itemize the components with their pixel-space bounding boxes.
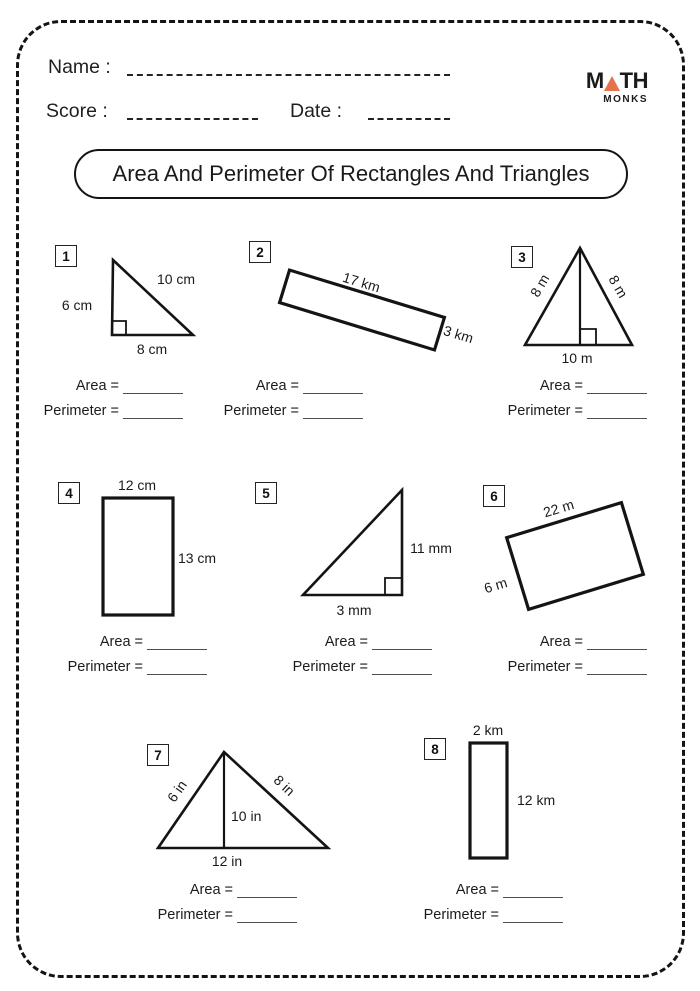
logo-bottom-row: MONKS — [603, 94, 648, 105]
problem-4-answers — [64, 634, 207, 684]
area-answer-blank — [587, 637, 647, 650]
area-answer-blank — [147, 637, 207, 650]
logo-top-row — [576, 70, 648, 92]
side-label-top: 2 km — [472, 722, 504, 738]
problem-8-number-badge: 8 — [424, 738, 446, 760]
area-answer-blank — [123, 381, 183, 394]
problem-6-answers — [504, 634, 647, 684]
area-answer-blank — [503, 885, 563, 898]
area-row — [289, 634, 432, 650]
altitude-label: 10 in — [231, 808, 262, 824]
right-angle-marker-icon — [580, 329, 596, 345]
area-row — [420, 882, 563, 898]
rectangle-outline — [103, 498, 173, 615]
date-label: Date : — [290, 100, 343, 122]
right-angle-marker-icon — [385, 578, 402, 595]
side-label-top: 12 cm — [117, 477, 157, 493]
side-label-right: 13 cm — [177, 550, 217, 566]
problem-4-number-badge: 4 — [58, 482, 80, 504]
perimeter-answer-blank — [123, 406, 183, 419]
side-label-bottom: 8 cm — [136, 341, 168, 357]
perimeter-label: Perimeter = — [43, 403, 119, 419]
perimeter-answer-blank — [303, 406, 363, 419]
problem-8-shape — [410, 718, 630, 868]
perimeter-label: Perimeter = — [67, 659, 143, 675]
side-label-right: 8 m — [605, 272, 632, 301]
perimeter-row — [504, 403, 647, 419]
side-label-left: 8 m — [526, 271, 553, 300]
problem-1-shape — [40, 240, 240, 380]
date-blank-line — [368, 118, 450, 120]
area-row — [64, 634, 207, 650]
area-label: Area = — [539, 378, 583, 394]
score-blank-line — [127, 118, 258, 120]
logo-letter-m: M — [585, 68, 604, 93]
name-label: Name : — [48, 56, 111, 78]
problem-2-shape — [245, 240, 480, 375]
perimeter-row — [220, 403, 363, 419]
problem-6-shape — [470, 460, 690, 625]
rectangle-outline — [470, 743, 507, 858]
perimeter-answer-blank — [237, 910, 297, 923]
area-row — [154, 882, 297, 898]
perimeter-answer-blank — [147, 662, 207, 675]
perimeter-row — [420, 907, 563, 923]
area-row — [40, 378, 183, 394]
problem-7-answers — [154, 882, 297, 932]
problem-3-answers — [504, 378, 647, 428]
perimeter-row — [504, 659, 647, 675]
perimeter-label: Perimeter = — [157, 907, 233, 923]
perimeter-answer-blank — [372, 662, 432, 675]
area-label: Area = — [324, 634, 368, 650]
area-label: Area = — [455, 882, 499, 898]
side-label-bottom: 12 in — [211, 853, 243, 869]
side-label-right: 11 mm — [410, 540, 452, 556]
perimeter-row — [40, 403, 183, 419]
perimeter-row — [289, 659, 432, 675]
perimeter-label: Perimeter = — [507, 659, 583, 675]
problem-3-number-badge: 3 — [511, 246, 533, 268]
rotated-rectangle-outline — [507, 503, 644, 610]
area-row — [504, 378, 647, 394]
problem-8-answers — [420, 882, 563, 932]
side-label-right: 3 km — [441, 322, 476, 347]
area-row — [220, 378, 363, 394]
perimeter-answer-blank — [587, 406, 647, 419]
area-label: Area = — [255, 378, 299, 394]
side-label-right: 12 km — [517, 792, 556, 808]
logo-letters-th: TH — [619, 68, 648, 93]
problem-2-answers — [220, 378, 363, 428]
side-label-hypotenuse: 10 cm — [156, 271, 196, 287]
area-label: Area = — [99, 634, 143, 650]
problem-5-answers — [289, 634, 432, 684]
area-answer-blank — [587, 381, 647, 394]
score-label: Score : — [46, 100, 108, 122]
perimeter-answer-blank — [503, 910, 563, 923]
side-label-left: 6 in — [163, 777, 190, 805]
problem-2-number-badge: 2 — [249, 241, 271, 263]
perimeter-row — [64, 659, 207, 675]
perimeter-answer-blank — [587, 662, 647, 675]
name-blank-line — [127, 74, 450, 76]
math-monks-logo — [576, 70, 648, 105]
problem-4-shape — [40, 465, 240, 630]
side-label-top: 22 m — [541, 496, 576, 521]
side-label-bottom: 3 mm — [336, 602, 372, 618]
side-label-bottom: 10 m — [561, 350, 593, 366]
perimeter-label: Perimeter = — [292, 659, 368, 675]
side-label-right: 8 in — [270, 771, 299, 799]
problem-3-shape — [480, 240, 680, 380]
area-label: Area = — [189, 882, 233, 898]
perimeter-row — [154, 907, 297, 923]
problem-1-answers — [40, 378, 183, 428]
problem-5-shape — [240, 460, 470, 625]
perimeter-label: Perimeter = — [507, 403, 583, 419]
logo-triangle-icon — [604, 76, 620, 91]
perimeter-label: Perimeter = — [223, 403, 299, 419]
right-angle-marker-icon — [112, 321, 126, 335]
problem-1-number-badge: 1 — [55, 245, 77, 267]
area-answer-blank — [237, 885, 297, 898]
area-label: Area = — [539, 634, 583, 650]
problem-7-shape — [130, 740, 360, 880]
side-label-top: 17 km — [340, 268, 383, 296]
worksheet-title: Area And Perimeter Of Rectangles And Triangles — [74, 149, 628, 199]
triangle-outline — [158, 752, 328, 848]
right-triangle-outline — [303, 490, 402, 595]
area-answer-blank — [303, 381, 363, 394]
area-answer-blank — [372, 637, 432, 650]
area-row — [504, 634, 647, 650]
problem-7-number-badge: 7 — [147, 744, 169, 766]
side-label-left: 6 m — [482, 574, 510, 597]
problem-5-number-badge: 5 — [255, 482, 277, 504]
area-label: Area = — [75, 378, 119, 394]
perimeter-label: Perimeter = — [423, 907, 499, 923]
problem-6-number-badge: 6 — [483, 485, 505, 507]
side-label-left: 6 cm — [61, 297, 93, 313]
